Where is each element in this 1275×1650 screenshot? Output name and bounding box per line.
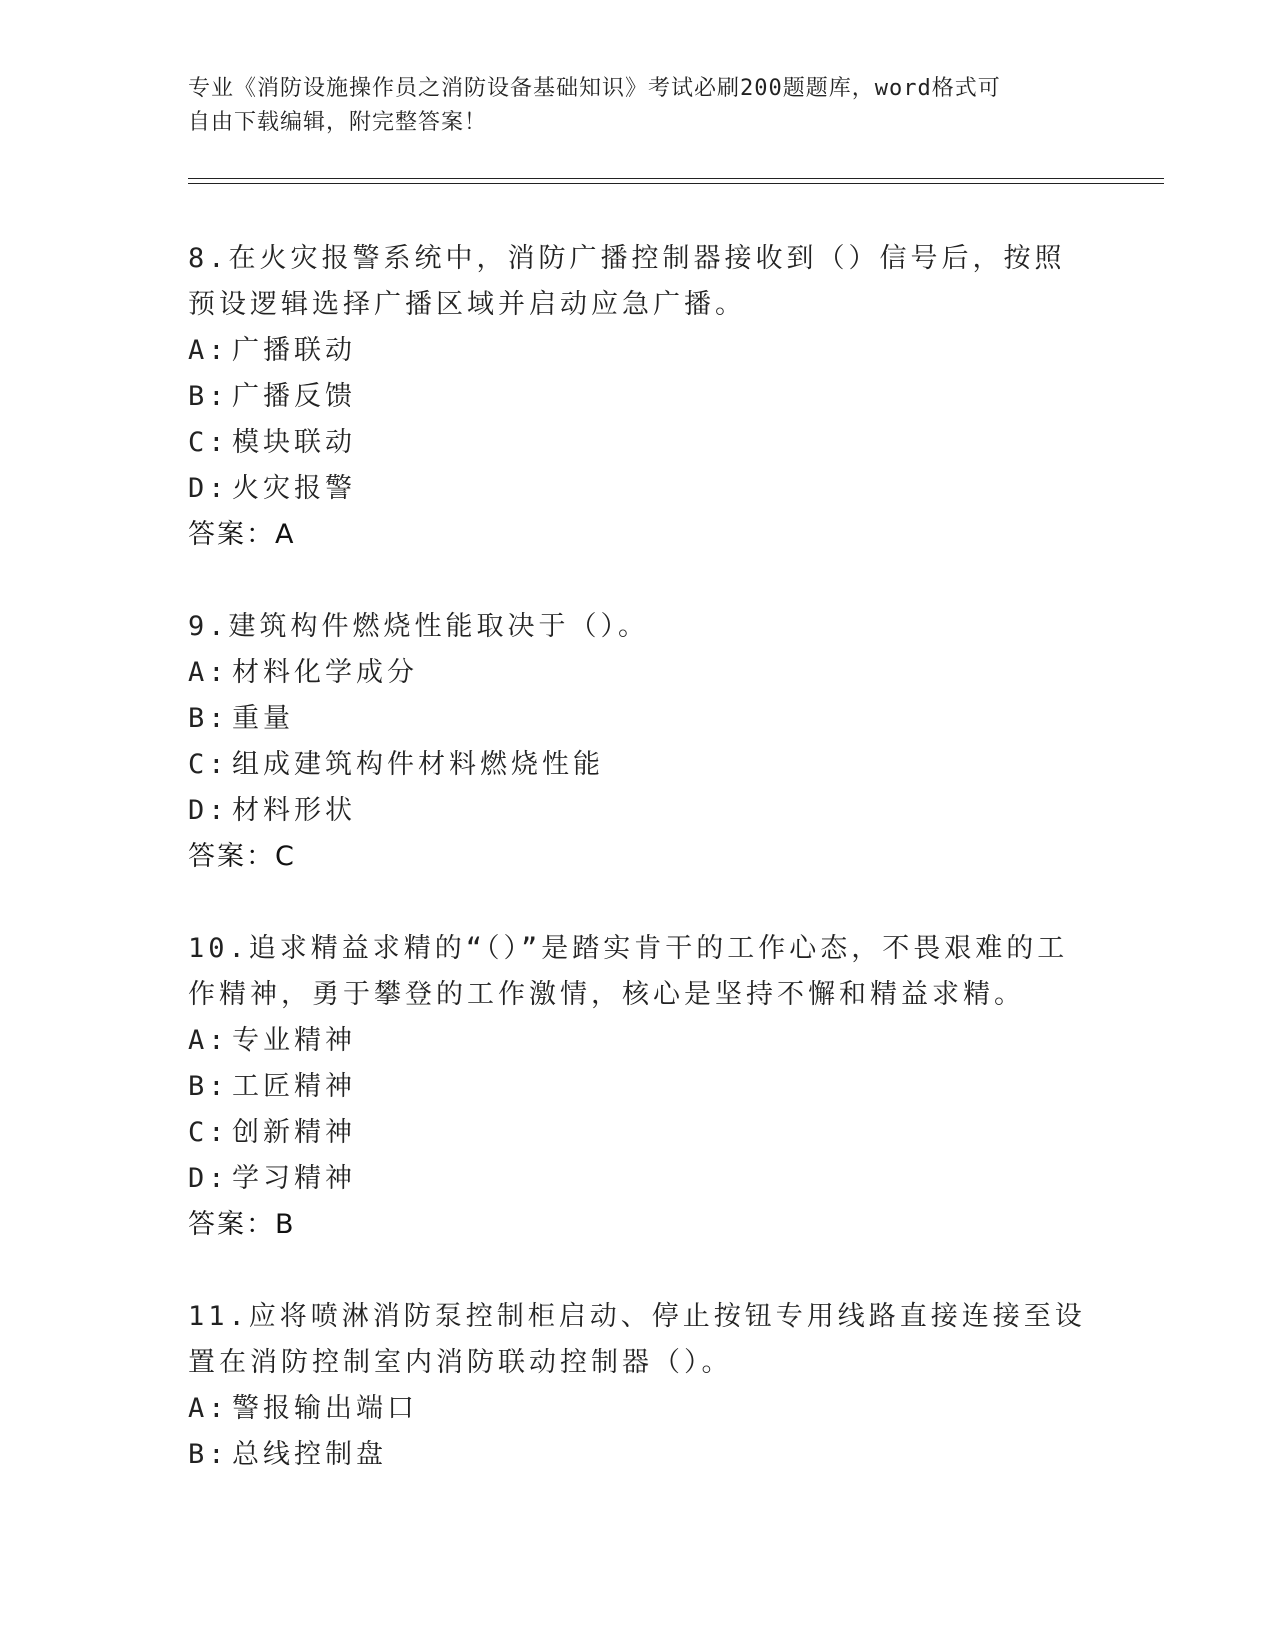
- header-divider-bottom: [188, 183, 1164, 184]
- question-stem: 10.追求精益求精的“（）”是踏实肯干的工作心态，不畏艰难的工作精神，勇于攀登的工作激情，核心是坚持不懈和精益求精。: [188, 933, 1069, 1010]
- option-a: [188, 1386, 1088, 1432]
- option-text: 材料化学成分: [232, 657, 418, 688]
- option-text: 模块联动: [232, 427, 356, 458]
- option-letter: D:: [188, 795, 229, 826]
- option-letter: A:: [188, 1393, 229, 1424]
- option-a: [188, 1018, 1088, 1064]
- option-text: 材料形状: [232, 795, 356, 826]
- option-text: 重量: [232, 703, 294, 734]
- option-letter: D:: [188, 473, 229, 504]
- option-c: [188, 420, 1088, 466]
- option-letter: C:: [188, 1117, 229, 1148]
- option-text: 专业精神: [232, 1025, 356, 1056]
- option-letter: D:: [188, 1163, 229, 1194]
- option-letter: B:: [188, 381, 229, 412]
- question-9: [188, 604, 1088, 880]
- option-text: 火灾报警: [232, 473, 356, 504]
- question-8: [188, 236, 1088, 558]
- option-a: [188, 650, 1088, 696]
- option-text: 学习精神: [232, 1163, 356, 1194]
- option-a: [188, 328, 1088, 374]
- header-line-1: 专业《消防设施操作员之消防设备基础知识》考试必刷200题题库，word格式可: [188, 76, 1001, 101]
- option-b: [188, 374, 1088, 420]
- answer-line: 答案：A: [188, 519, 296, 550]
- option-text: 警报输出端口: [232, 1393, 418, 1424]
- option-letter: C:: [188, 749, 229, 780]
- option-c: [188, 1110, 1088, 1156]
- question-list: [188, 236, 1088, 1524]
- question-stem: 11.应将喷淋消防泵控制柜启动、停止按钮专用线路直接连接至设置在消防控制室内消防联动控制器（）。: [188, 1301, 1086, 1378]
- header-line-2: 自由下载编辑，附完整答案！: [188, 110, 488, 135]
- option-letter: A:: [188, 657, 229, 688]
- option-d: [188, 1156, 1088, 1202]
- option-text: 创新精神: [232, 1117, 356, 1148]
- option-b: [188, 1432, 1088, 1478]
- option-text: 工匠精神: [232, 1071, 356, 1102]
- option-text: 组成建筑构件材料燃烧性能: [232, 749, 604, 780]
- option-letter: A:: [188, 1025, 229, 1056]
- question-stem: 9.建筑构件燃烧性能取决于（）。: [188, 611, 650, 642]
- header-divider-top: [188, 178, 1164, 179]
- option-d: [188, 466, 1088, 512]
- document-header: [188, 72, 1088, 140]
- option-letter: B:: [188, 1439, 229, 1470]
- answer-line: 答案：C: [188, 841, 296, 872]
- option-b: [188, 696, 1088, 742]
- option-letter: B:: [188, 703, 229, 734]
- question-10: [188, 926, 1088, 1248]
- option-text: 总线控制盘: [232, 1439, 387, 1470]
- question-stem: 8.在火灾报警系统中，消防广播控制器接收到（）信号后，按照预设逻辑选择广播区域并启动应急广播。: [188, 243, 1066, 320]
- option-d: [188, 788, 1088, 834]
- option-c: [188, 742, 1088, 788]
- question-11: [188, 1294, 1088, 1478]
- option-text: 广播反馈: [232, 381, 356, 412]
- option-letter: A:: [188, 335, 229, 366]
- option-letter: C:: [188, 427, 229, 458]
- option-text: 广播联动: [232, 335, 356, 366]
- answer-line: 答案：B: [188, 1209, 296, 1240]
- option-letter: B:: [188, 1071, 229, 1102]
- option-b: [188, 1064, 1088, 1110]
